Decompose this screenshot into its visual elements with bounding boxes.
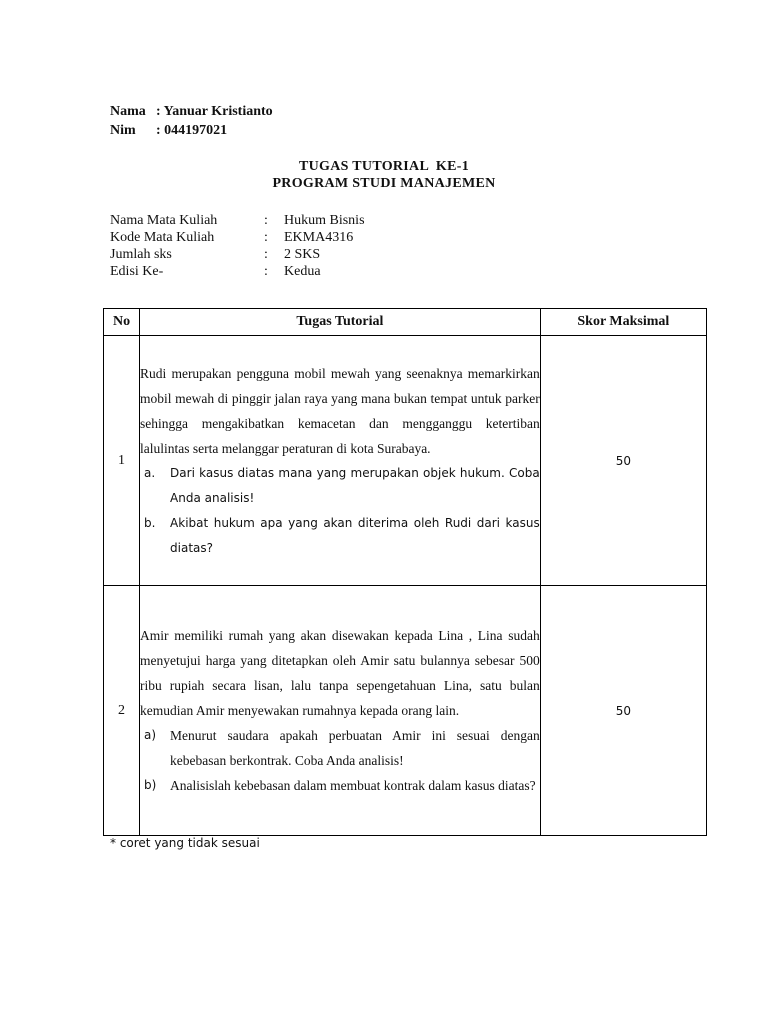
question-text: Menurut saudara apakah perbuatan Amir ini sesuai dengan kebebasan berkontrak. Coba Anda analisis!: [170, 728, 540, 768]
tutorial-task-table: [103, 308, 707, 836]
nim-label: Nim: [110, 123, 136, 138]
course-info-row: [110, 263, 365, 280]
student-nim-row: [110, 121, 273, 140]
task-cell: [140, 336, 541, 586]
question-marker: a.: [144, 465, 156, 480]
header-no: No: [104, 309, 140, 336]
row-number: 1: [104, 336, 140, 586]
question-item: [140, 511, 540, 561]
question-text: Analisislah kebebasan dalam membuat kontrak dalam kasus diatas?: [170, 778, 536, 793]
row-number: 2: [104, 586, 140, 836]
course-info-key: Jumlah sks: [110, 247, 172, 262]
course-info: [110, 212, 365, 280]
course-info-key: Edisi Ke-: [110, 264, 164, 279]
course-info-value: EKMA4316: [284, 230, 354, 245]
question-item: [140, 461, 540, 511]
case-description: Amir memiliki rumah yang akan disewakan kepada Lina , Lina sudah menyetujui harga yang ditetapkan oleh Amir satu bulannya sebesar 500 ribu rupiah secara lisan, lalu tanpa sepengetahuan Lina, satu bulan kemudian Amir menyewakan rumahnya kepada orang lain.: [140, 628, 540, 718]
table-header-row: [104, 309, 707, 336]
course-info-colon: :: [264, 247, 268, 262]
footnote: * coret yang tidak sesuai: [110, 836, 260, 850]
document-title: [0, 158, 768, 192]
header-task: Tugas Tutorial: [140, 309, 541, 336]
title-line-2: PROGRAM STUDI MANAJEMEN: [272, 176, 496, 191]
student-name-row: [110, 102, 273, 121]
question-marker: a): [144, 728, 157, 742]
course-info-key: Kode Mata Kuliah: [110, 230, 215, 245]
question-text: Dari kasus diatas mana yang merupakan objek hukum. Coba Anda analisis!: [170, 465, 540, 505]
course-info-value: Hukum Bisnis: [284, 213, 365, 228]
name-value: : Yanuar Kristianto: [156, 104, 273, 119]
course-info-row: [110, 246, 365, 263]
course-info-colon: :: [264, 230, 268, 245]
course-info-key: Nama Mata Kuliah: [110, 213, 218, 228]
case-description: Rudi merupakan pengguna mobil mewah yang seenaknya memarkirkan mobil mewah di pinggir jalan raya yang mana bukan tempat untuk parker sehingga mengakibatkan kemacetan dan mengganggu ketertiban lalulintas serta melanggar peraturan di kota Surabaya.: [140, 365, 540, 456]
nim-value: : 044197021: [156, 123, 228, 138]
question-text: Akibat hukum apa yang akan diterima oleh Rudi dari kasus diatas?: [170, 515, 540, 555]
question-marker: b): [144, 778, 157, 792]
table-row: [104, 586, 707, 836]
question-item: [140, 773, 540, 798]
name-label: Nama: [110, 104, 146, 119]
title-line-1: TUGAS TUTORIAL KE-1: [298, 159, 470, 174]
course-info-row: [110, 229, 365, 246]
course-info-colon: :: [264, 213, 268, 228]
max-score: 50: [540, 336, 706, 586]
course-info-row: [110, 212, 365, 229]
header-score: Skor Maksimal: [540, 309, 706, 336]
max-score: 50: [540, 586, 706, 836]
table-row: [104, 336, 707, 586]
question-item: [140, 723, 540, 773]
question-marker: b.: [144, 515, 156, 530]
task-cell: [140, 586, 541, 836]
course-info-colon: :: [264, 264, 268, 279]
course-info-value: 2 SKS: [284, 247, 321, 262]
course-info-value: Kedua: [284, 264, 321, 279]
student-identity: [110, 102, 273, 140]
